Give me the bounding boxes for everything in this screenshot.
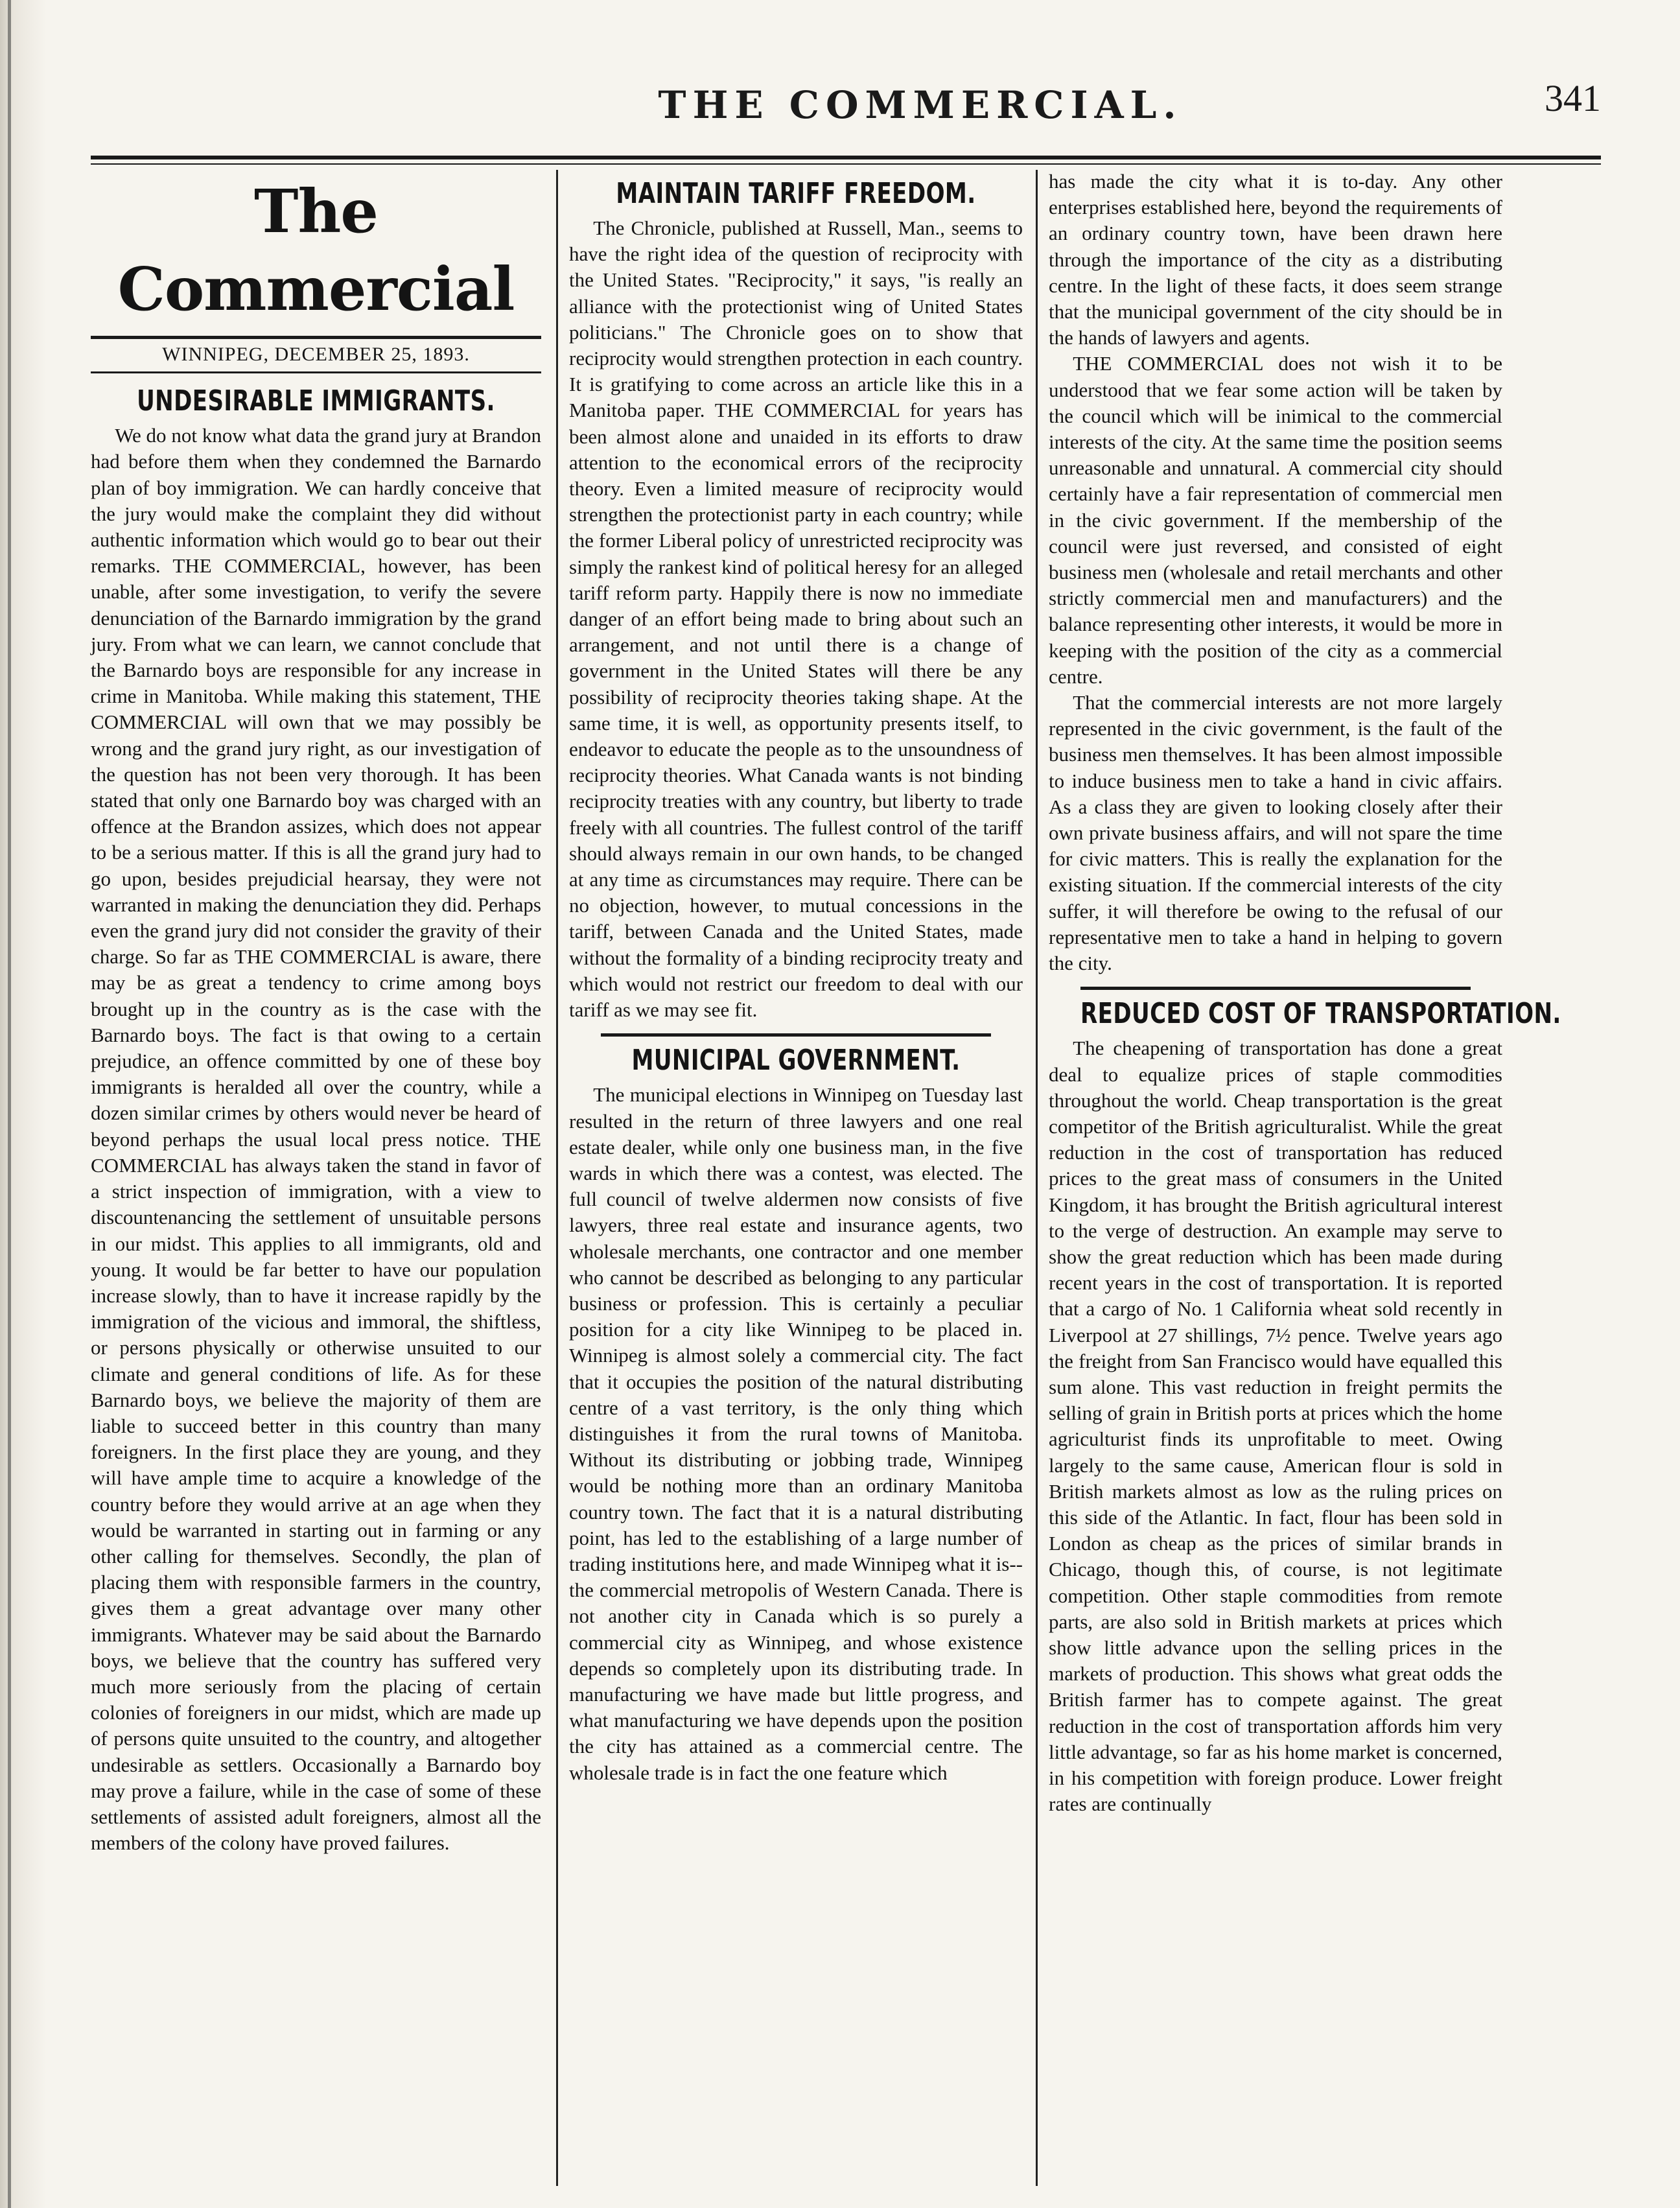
article-body-tariff: The Chronicle, published at Russell, Man., seems to have the right idea of the question of reciprocity with the United States. "Reciprocity," it says, "is really an alliance with the protectionist wing of United States politicians." The Chronicle goes on to show that reciprocity would strengthen protection in each country. It is gratifying to come across an article like this in a Manitoba paper. THE COMMERCIAL for years has been almost alone and unaided in its efforts to draw attention to the economical errors of the reciprocity theory. Even a limited measure of reciprocity would strengthen the protectionist party in each country; while the former Liberal policy of unrestricted reciprocity was simply the rankest kind of political heresy for an alleged tariff reform party. Happily there is now no immediate danger of an effort being made to bring about such an arrangement, and not until there is a change of government in the United States will there be any possibility of reciprocity theories taking shape. At the same time, it is well, as opportunity presents itself, to endeavor to educate the people as to the unsoundness of reciprocity theories. What Canada wants is not binding reciprocity treaties with any country, but liberty to trade freely with all countries. The fullest control of the tariff should always remain in our own hands, to be changed at any time as circumstances may require. There can be no objection, however, to mutual concessions in the tariff, between Canada and the United States, made without the formality of a binding reciprocity treaty and which would not restrict our freedom to deal with our tariff as we may see fit. <box>569 217 1023 1022</box>
article-body-municipal-para3: That the commercial interests are not more largely represented in the civic government, is the fault of the business men themselves. It has been almost impossible to induce business men to take a hand in civic affairs. As a class they are given to looking closely after their own private business affairs, and will not spare the time for civic matters. This is really the explanation for the existing situation. If the commercial interests of the city suffer, it will therefore be owing to the refusal of our representative men to take a hand in helping to govern the city. <box>1049 691 1502 975</box>
article-heading-tariff: MAINTAIN TARIFF FREEDOM. <box>616 177 976 210</box>
article-heading-transportation: REDUCED COST OF TRANSPORTATION. <box>1080 987 1471 1033</box>
scan-edge <box>0 0 47 2208</box>
article-heading-immigrants: UNDESIRABLE IMMIGRANTS. <box>137 384 495 418</box>
article-body-immigrants: We do not know what data the grand jury at Brandon had before them when they condemned the Barnardo plan of boy immigration. We can hardly conceive that the jury would make the complaint they did without authentic information which would go to bear out their remarks. THE COMMERCIAL, however, has been unable, after some investigation, to verify the severe denunciation of the Barnardo immigration by the grand jury. From what we can learn, we cannot conclude that the Barnardo boys are responsible for any increase in crime in Manitoba. While making this statement, THE COMMERCIAL will own that we may possibly be wrong and the grand jury right, as our investigation of the question has not been very thorough. It has been stated that only one Barnardo boy was charged with an offence at the Brandon assizes, which does not appear to be a serious matter. If this is all the grand jury had to go upon, besides prejudicial hearsay, they were not warranted in making the denunciation they did. Perhaps even the grand jury did not consider the gravity of their charge. So far as THE COMMERCIAL is aware, there may be as great a tendency to crime among boys brought up in the country as is the case with the Barnardo boys. The fact is that owing to a certain prejudice, an offence committed by one of these boy immigrants is heralded all over the country, while a dozen similar crimes by others would never be heard of beyond perhaps the usual local press notice. THE COMMERCIAL has always taken the stand in favor of a strict inspection of immigration, with a view to discountenancing the settlement of unsuitable persons in our midst. This applies to all immigrants, old and young. It would be far better to have our population increase slowly, than to have it increase rapidly by the immigration of the vicious and immoral, the shiftless, or persons physically or otherwise unsuited to our climate and general conditions of life. As for these Barnardo boys, we believe the majority of them are liable to succeed better in this country than many foreigners. In the first place they are young, and they will have ample time to acquire a knowledge of the country before they would arrive at an age when they would be warranted in starting out in farming or any other calling for themselves. Secondly, the plan of placing them with responsible farmers in the country, gives them a great advantage over many other immigrants. Whatever may be said about the Barnardo boys, we believe that the country has suffered very much more seriously from the placing of certain colonies of foreigners in our midst, which are made up of persons quite unsuited to the country, and altogether undesirable as settlers. Occasionally a Barnardo boy may prove a failure, while in the case of some of these settlements of assisted adult foreigners, almost all the members of the colony have proved failures. <box>91 424 541 1855</box>
column-2 <box>569 169 1023 2198</box>
top-rule-thin <box>91 163 1601 165</box>
column-rule-1 <box>556 170 558 2186</box>
article-body-transportation: The cheapening of transportation has done a great deal to equalize prices of staple commodities throughout the world. Cheap transportation is the great competitor of the British agriculturalist. While the great reduction in the cost of transportation has reduced prices to the great mass of consumers in the United Kingdom, it has brought the British agricultural interest to the verge of destruction. An example may serve to show the great reduction which has been made during recent years in the cost of transportation. It is reported that a cargo of No. 1 California wheat sold recently in Liverpool at 27 shillings, 7½ pence. Twelve years ago the freight from San Francisco would have equalled this sum alone. This vast reduction in freight permits the selling of grain in British ports at prices which the home agriculturist finds its unprofitable to meet. Owing largely to the same cause, American flour is sold in British markets almost as low as the ruling prices on this side of the Atlantic. In fact, flour has been sold in London as cheap as the prices of similar brands in Chicago, though this, of course, is not legitimate competition. Other staple commodities from remote parts, are also sold in British markets at prices which show little advance upon the selling prices in the markets of production. This shows what great odds the British farmer has to compete against. The great reduction in the cost of transportation affords him very little advantage, so far as his home market is concerned, in his competition with foreign produce. Lower freight rates are continually <box>1049 1037 1502 1816</box>
running-head: THE COMMERCIAL. <box>658 83 1183 127</box>
column-3 <box>1049 169 1561 2198</box>
article-body-municipal: The municipal elections in Winnipeg on Tuesday last resulted in the return of three lawyers and one real estate dealer, while only one business man, in the five wards in which there was a contest, was elected. The full council of twelve aldermen now consists of five lawyers, three real estate and insurance agents, two wholesale merchants, one contractor and one member who cannot be described as belonging to any particular business or profession. This is certainly a peculiar position for a city like Winnipeg to be placed in. Winnipeg is almost solely a commercial city. The fact that it occupies the position of the natural distributing centre of a vast territory, is the only thing which distinguishes it from the rural towns of Manitoba. Without its distributing or jobbing trade, Winnipeg would be nothing more than an ordinary Manitoba country town. The fact that it is a natural distributing point, has led to the establishing of a large number of trading institutions here, and made Winnipeg what it is--the commercial metropolis of Western Canada. There is not another city in Canada which is so purely a commercial city as Winnipeg, and whose existence depends so completely upon its distributing trade. In manufacturing we have made but little progress, and what manufacturing we have depends upon the position the city has attained as a commercial centre. The wholesale trade is in fact the one feature which <box>569 1083 1023 1784</box>
masthead: The Commercial <box>117 176 515 324</box>
column-1 <box>91 169 541 2198</box>
column-rule-2 <box>1036 170 1038 2186</box>
page-number: 341 <box>1545 77 1601 119</box>
dateline: WINNIPEG, DECEMBER 25, 1893. <box>91 336 541 373</box>
article-body-municipal-cont: has made the city what it is to-day. Any other enterprises established here, beyond the requirements of an ordinary country town, have been drawn here through the importance of the city as a distributing centre. In the light of these facts, it does seem strange that the municipal government of the city should be in the hands of lawyers and agents. <box>1049 170 1502 349</box>
article-body-municipal-para2: THE COMMERCIAL does not wish it to be understood that we fear some action will be taken by the council which will be inimical to the commercial interests of the city. At the same time the position seems unreasonable and unnatural. A commercial city should certainly have a fair representation of commercial men in the civic government. If the membership of the council were just reversed, and consisted of eight business men (wholesale and retail merchants and other strictly commercial men and manufacturers) and the balance representing other interests, it would be more in keeping with the position of the city as a commercial centre. <box>1049 352 1502 688</box>
top-rule <box>91 156 1601 159</box>
article-heading-municipal: MUNICIPAL GOVERNMENT. <box>601 1033 991 1079</box>
